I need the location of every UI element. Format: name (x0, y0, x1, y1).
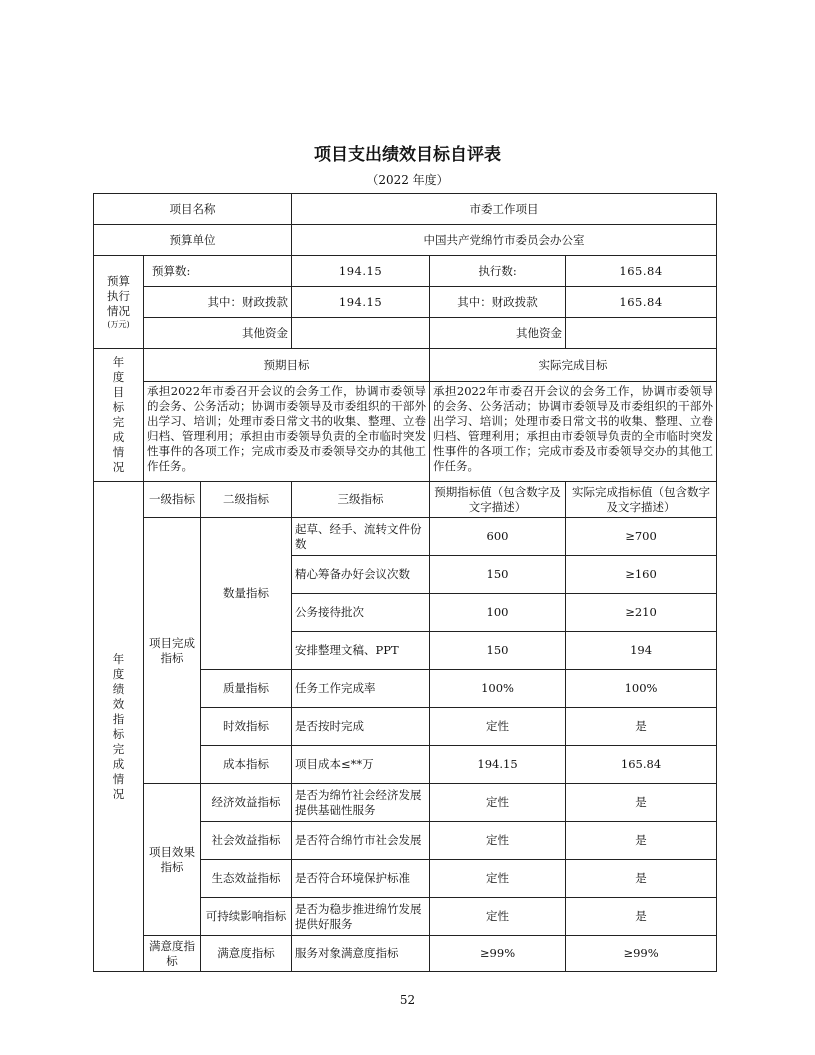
goals-section-text: 年度目标完成情况 (112, 355, 125, 474)
level3-cell: 起草、经手、流转文件份数 (292, 518, 430, 556)
table-row (94, 784, 717, 822)
fiscal-exec-value: 165.84 (566, 287, 717, 318)
level2-quantity: 数量指标 (201, 518, 292, 670)
evaluation-table (93, 193, 717, 972)
other-funds-row (94, 318, 717, 349)
actual-cell: ≥99% (566, 936, 717, 972)
level2-cell: 成本指标 (201, 746, 292, 784)
actual-cell: ≥210 (566, 594, 717, 632)
goals-section-label (94, 349, 144, 482)
budget-value: 194.15 (292, 256, 430, 287)
goals-text-row (94, 382, 717, 482)
level3-cell: 服务对象满意度指标 (292, 936, 430, 972)
level3-cell: 项目成本≤**万 (292, 746, 430, 784)
expected-goals-header: 预期目标 (144, 349, 430, 382)
level2-cell: 社会效益指标 (201, 822, 292, 860)
budget-unit-label: 预算单位 (94, 225, 292, 256)
actual-cell: 是 (566, 822, 717, 860)
actual-goals-header: 实际完成目标 (430, 349, 717, 382)
group-completion: 项目完成指标 (144, 518, 201, 784)
page-number: 52 (399, 993, 416, 1007)
header-level3: 三级指标 (292, 482, 430, 518)
other-funds-exec-value (566, 318, 717, 349)
expected-cell: 定性 (430, 784, 566, 822)
level3-cell: 是否为稳步推进绵竹发展提供好服务 (292, 898, 430, 936)
budget-label: 预算数: (144, 256, 292, 287)
expected-cell: 150 (430, 632, 566, 670)
actual-cell: ≥160 (566, 556, 717, 594)
goals-header-row (94, 349, 717, 382)
expected-cell: 定性 (430, 822, 566, 860)
actual-cell: 194 (566, 632, 717, 670)
other-funds-exec-label: 其他资金 (430, 318, 566, 349)
level3-cell: 精心筹备办好会议次数 (292, 556, 430, 594)
level3-cell: 公务接待批次 (292, 594, 430, 632)
actual-cell: ≥700 (566, 518, 717, 556)
actual-cell: 是 (566, 898, 717, 936)
budget-section-label (94, 256, 144, 349)
level3-cell: 是否为绵竹社会经济发展提供基础性服务 (292, 784, 430, 822)
budget-row (94, 256, 717, 287)
expected-cell: 600 (430, 518, 566, 556)
level2-cell: 满意度指标 (201, 936, 292, 972)
budget-unit-value: 中国共产党绵竹市委员会办公室 (292, 225, 717, 256)
page-title: 项目支出绩效目标自评表 (314, 145, 501, 165)
expected-cell: 定性 (430, 708, 566, 746)
level2-cell: 经济效益指标 (201, 784, 292, 822)
header-level2: 二级指标 (201, 482, 292, 518)
level2-cell: 生态效益指标 (201, 860, 292, 898)
page-subtitle: （2022 年度） (366, 173, 449, 187)
expected-cell: 100 (430, 594, 566, 632)
expected-cell: 100% (430, 670, 566, 708)
level3-cell: 安排整理文稿、PPT (292, 632, 430, 670)
actual-goals-text: 承担2022年市委召开会议的会务工作，协调市委领导的会务、公务活动；协调市委领导及市委组织的干部外出学习、培训；处理市委日常文书的收集、整理、立卷归档、管理利用；承担由市委领导负责的全市临时突发性事件的各项工作；完成市委及市委领导交办的其他工作任务。 (430, 382, 717, 482)
actual-cell: 是 (566, 860, 717, 898)
performance-section-text: 年度绩效指标完成情况 (112, 651, 125, 801)
level2-cell: 可持续影响指标 (201, 898, 292, 936)
budget-unit-row (94, 225, 717, 256)
level3-cell: 是否符合环境保护标准 (292, 860, 430, 898)
level2-cell: 时效指标 (201, 708, 292, 746)
level2-cell: 质量指标 (201, 670, 292, 708)
expected-cell: 定性 (430, 860, 566, 898)
actual-cell: 100% (566, 670, 717, 708)
exec-label: 执行数: (430, 256, 566, 287)
expected-cell: 194.15 (430, 746, 566, 784)
fiscal-label: 其中：财政拨款 (144, 287, 292, 318)
actual-cell: 是 (566, 784, 717, 822)
project-name-label: 项目名称 (94, 194, 292, 225)
group-satisfaction: 满意度指标 (144, 936, 201, 972)
group-effect: 项目效果指标 (144, 784, 201, 936)
header-actual: 实际完成指标值（包含数字及文字描述） (566, 482, 717, 518)
table-row (94, 518, 717, 556)
performance-header-row (94, 482, 717, 518)
level3-cell: 任务工作完成率 (292, 670, 430, 708)
level3-cell: 是否符合绵竹市社会发展 (292, 822, 430, 860)
fiscal-budget-value: 194.15 (292, 287, 430, 318)
exec-value: 165.84 (566, 256, 717, 287)
fiscal-exec-label: 其中：财政拨款 (430, 287, 566, 318)
performance-section-label (94, 482, 144, 972)
other-funds-label: 其他资金 (144, 318, 292, 349)
level3-cell: 是否按时完成 (292, 708, 430, 746)
budget-section-unit: (万元) (107, 319, 130, 329)
budget-section-text: 预算执行情况 (107, 273, 130, 318)
actual-cell: 是 (566, 708, 717, 746)
header-level1: 一级指标 (144, 482, 201, 518)
actual-cell: 165.84 (566, 746, 717, 784)
expected-cell: 定性 (430, 898, 566, 936)
expected-cell: ≥99% (430, 936, 566, 972)
other-funds-budget-value (292, 318, 430, 349)
expected-goals-text: 承担2022年市委召开会议的会务工作，协调市委领导的会务、公务活动；协调市委领导及市委组织的干部外出学习、培训；处理市委日常文书的收集、整理、立卷归档、管理利用；承担由市委领导负责的全市临时突发性事件的各项工作；完成市委及市委领导交办的其他工作任务。 (144, 382, 430, 482)
table-row (94, 936, 717, 972)
project-name-row (94, 194, 717, 225)
project-name-value: 市委工作项目 (292, 194, 717, 225)
header-expected: 预期指标值（包含数字及文字描述） (430, 482, 566, 518)
fiscal-row (94, 287, 717, 318)
expected-cell: 150 (430, 556, 566, 594)
